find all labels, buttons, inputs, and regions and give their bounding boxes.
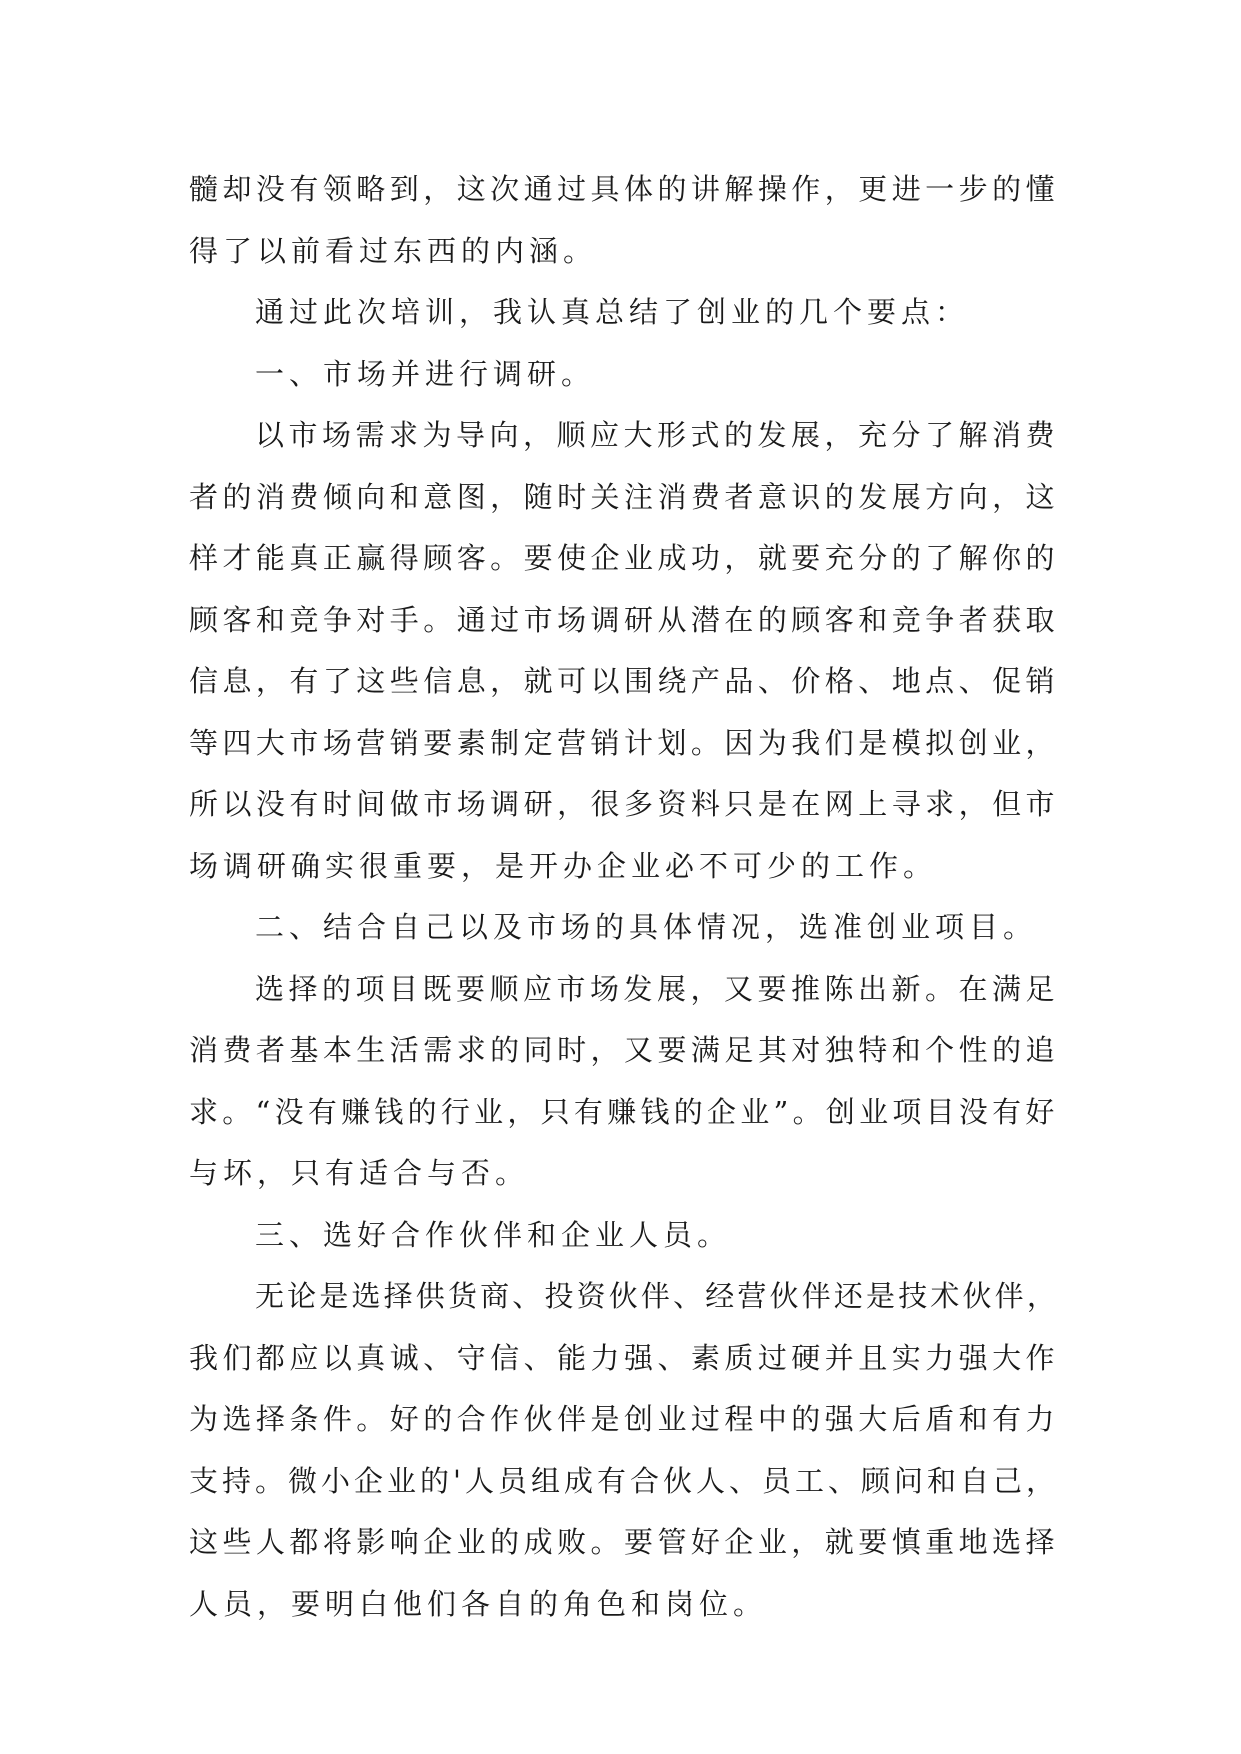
text-line: 二、结合自己以及市场的具体情况，选准创业项目。 xyxy=(255,910,1038,944)
body-text xyxy=(189,159,1059,1635)
text-line: 求。“没有赚钱的行业，只有赚钱的企业”。创业项目没有好 xyxy=(189,1094,1059,1129)
text-line: 髓却没有领略到，这次通过具体的讲解操作，更进一步的懂 xyxy=(189,172,1060,206)
text-line: 得了以前看过东西的内涵。 xyxy=(189,233,598,268)
text-line: 选择的项目既要顺应市场发展，又要推陈出新。在满足 xyxy=(255,971,1060,1006)
text-line: 我们都应以真诚、守信、能力强、素质过硬并且实力强大作 xyxy=(189,1340,1060,1375)
text-line: 场调研确实很重要，是开办企业必不可少的工作。 xyxy=(189,848,938,883)
text-line: 支持。微小企业的'人员组成有合伙人、员工、顾问和自己， xyxy=(189,1463,1059,1498)
text-line: 人员，要明白他们各自的角色和岗位。 xyxy=(189,1586,768,1621)
text-line: 通过此次培训，我认真总结了创业的几个要点： xyxy=(255,295,970,329)
text-line: 等四大市场营销要素制定营销计划。因为我们是模拟创业， xyxy=(189,725,1060,760)
text-line: 无论是选择供货商、投资伙伴、经营伙伴还是技术伙伴， xyxy=(255,1279,1060,1313)
text-line: 一、市场并进行调研。 xyxy=(255,356,596,391)
text-line: 顾客和竞争对手。通过市场调研从潜在的顾客和竞争者获取 xyxy=(189,602,1060,637)
text-line: 消费者基本生活需求的同时，又要满足其对独特和个性的追 xyxy=(189,1033,1060,1067)
text-line: 样才能真正赢得顾客。要使企业成功，就要充分的了解你的 xyxy=(189,541,1060,575)
text-line: 信息，有了这些信息，就可以围绕产品、价格、地点、促销 xyxy=(189,664,1060,698)
text-line: 为选择条件。好的合作伙伴是创业过程中的强大后盾和有力 xyxy=(189,1402,1060,1436)
text-line: 三、选好合作伙伴和企业人员。 xyxy=(255,1217,732,1252)
text-line: 以市场需求为导向，顺应大形式的发展，充分了解消费 xyxy=(255,418,1060,452)
text-line: 这些人都将影响企业的成败。要管好企业，就要慎重地选择 xyxy=(189,1525,1060,1559)
text-line: 所以没有时间做市场调研，很多资料只是在网上寻求，但市 xyxy=(189,787,1060,821)
text-line: 与坏，只有适合与否。 xyxy=(189,1156,530,1190)
text-line: 者的消费倾向和意图，随时关注消费者意识的发展方向，这 xyxy=(189,479,1060,514)
